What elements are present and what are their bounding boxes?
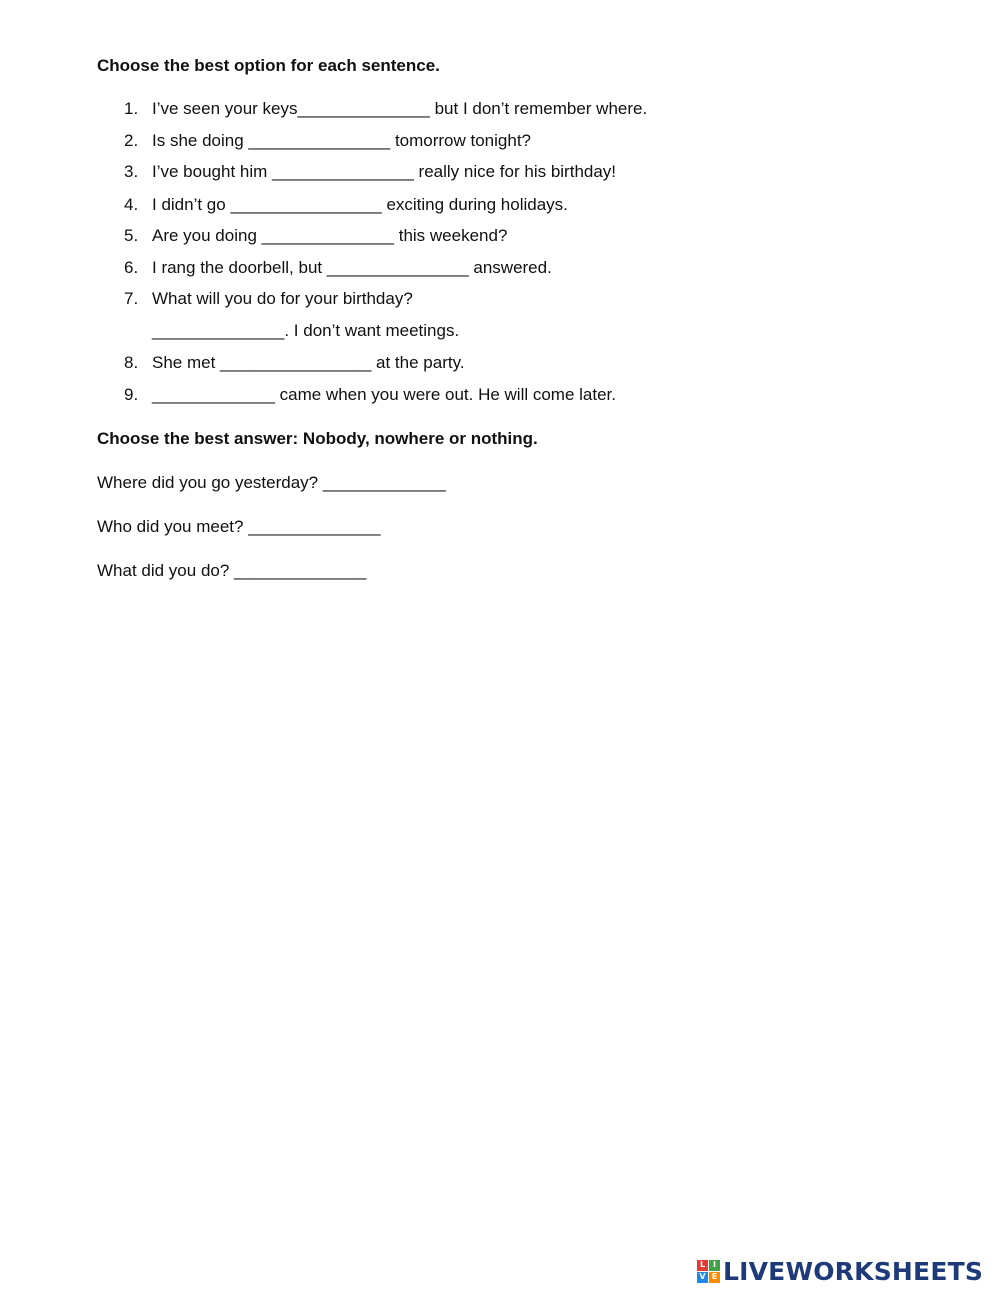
item-text: I’ve seen your keys______________ but I don’t remember where. <box>152 99 648 118</box>
item-number: 4. <box>124 195 139 214</box>
item-text: Is she doing _______________ tomorrow tonight? <box>152 131 532 150</box>
liveworksheets-logo <box>697 1253 983 1289</box>
item-text: I’ve bought him _______________ really nice for his birthday! <box>152 162 617 181</box>
item-number: 8. <box>124 353 139 372</box>
item-number: 2. <box>124 131 139 150</box>
question-line: Who did you meet? ______________ <box>97 517 381 536</box>
item-number: 5. <box>124 226 139 245</box>
logo-block: V <box>697 1272 708 1283</box>
logo-block: E <box>709 1272 720 1283</box>
logo-block: L <box>697 1260 708 1271</box>
item-text: What will you do for your birthday? <box>152 289 413 308</box>
item-text: _____________ came when you were out. He will come later. <box>152 385 617 404</box>
logo-blocks-icon <box>697 1260 720 1283</box>
item-number: 6. <box>124 258 139 277</box>
item-number: 3. <box>124 162 139 181</box>
section-1-heading: Choose the best option for each sentence. <box>97 56 440 75</box>
logo-block: I <box>709 1260 720 1271</box>
question-line: What did you do? ______________ <box>97 561 367 580</box>
item-text: I didn’t go ________________ exciting during holidays. <box>152 195 568 214</box>
item-text: Are you doing ______________ this weekend? <box>152 226 508 245</box>
item-text: ______________. I don’t want meetings. <box>152 321 460 340</box>
item-number: 7. <box>124 289 139 308</box>
item-number: 9. <box>124 385 139 404</box>
item-text: I rang the doorbell, but _______________ answered. <box>152 258 552 277</box>
logo-text: LIVEWORKSHEETS <box>723 1256 984 1286</box>
question-line: Where did you go yesterday? _____________ <box>97 473 446 492</box>
item-number: 1. <box>124 99 139 118</box>
section-2-heading: Choose the best answer: Nobody, nowhere or nothing. <box>97 429 538 448</box>
item-text: She met ________________ at the party. <box>152 353 465 372</box>
